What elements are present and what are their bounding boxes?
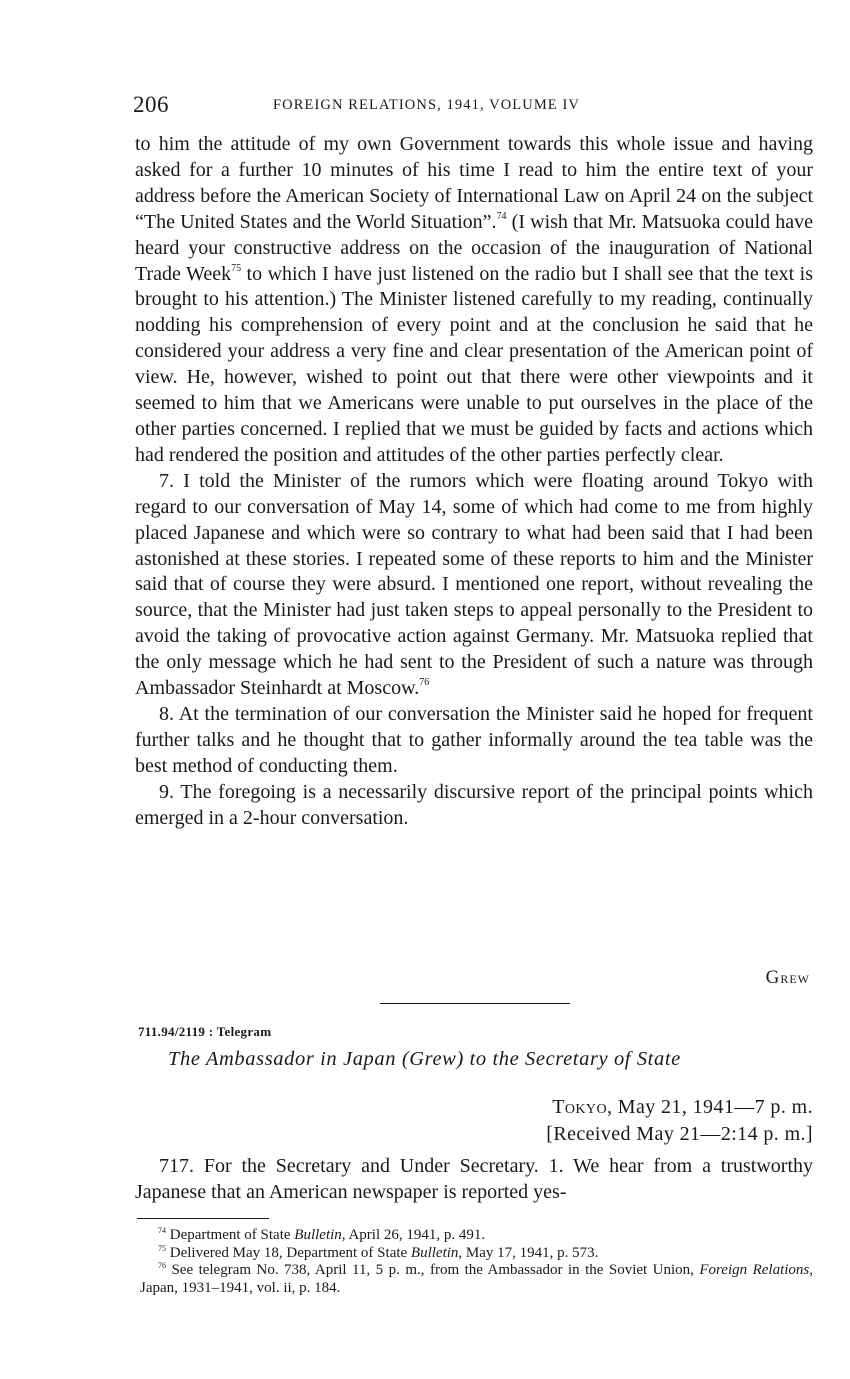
- paragraph-7: [135, 469, 813, 702]
- main-body-text: [135, 132, 813, 831]
- footnote-ref-75: 75: [231, 262, 242, 274]
- running-title: FOREIGN RELATIONS, 1941, VOLUME IV: [273, 97, 580, 113]
- footnote-text: See telegram No. 738, April 11, 5 p. m., from the Ambassador in the Soviet Union,: [166, 1262, 700, 1278]
- continuation-text-1: to him the attitude of my own Government towards this whole issue and having asked for a further 10 minutes of his time I read to him the entire text of your address before the American Society of International Law on April 24 on the subject “The United States and the World Situation”.: [135, 133, 813, 233]
- footnote-marker: 76: [158, 1261, 166, 1270]
- footnote-ref-76: 76: [419, 677, 430, 689]
- continuation-paragraph: [135, 132, 813, 469]
- footnote-italic: Foreign Relations: [699, 1262, 810, 1278]
- paragraph-7-text: 7. I told the Minister of the rumors which were floating around Tokyo with regard to our conversation of May 14, some of which had come to me from highly placed Japanese and which were so contrary to what had been said that I had been astonished at these stories. I repeated some of these reports to him and the Minister said that of course they were absurd. I mentioned one report, without revealing the source, that the Minister had just taken steps to appeal personally to the President to avoid the taking of provocative action against Germany. Mr. Matsuoka replied that the only message which he had sent to the President of such a nature was through Ambassador Steinhardt at Moscow.: [135, 469, 813, 700]
- signature-rest: rew: [780, 968, 810, 987]
- footnote-74: [140, 1227, 813, 1245]
- paragraph-9: 9. The foregoing is a necessarily discursive report of the principal points which emerged in a 2-hour conversation.: [135, 780, 813, 829]
- footnote-text: , May 17, 1941, p. 573.: [458, 1244, 599, 1261]
- footnote-italic: Bulletin: [410, 1244, 459, 1261]
- footnote-text: , Japan, 1931–1941, vol. ii, p. 184.: [140, 1262, 813, 1296]
- footnote-text: Delivered May 18, Department of State: [166, 1244, 411, 1261]
- footnote-marker: 75: [158, 1243, 166, 1253]
- dateline-place: Tokyo: [552, 1096, 607, 1118]
- paragraph-8: 8. At the termination of our conversation the Minister said he hoped for frequent further talks and he thought that to gather informally around the tea table was the best method of conducting them.: [135, 702, 813, 777]
- continuation-text-3: to which I have just listened on the radio but I shall see that the text is brought to his attention.) The Minister listened carefully to my reading, continually nodding his comprehension of every point and at the conclusion he said that he considered your address a very fine and clear presentation of the American point of view. He, however, wished to point out that there were other viewpoints and it seemed to him that we Americans were unable to put ourselves in the place of the other parties concerned. I replied that we must be guided by facts and actions which had rendered the position and attitudes of the other parties perfectly clear.: [135, 262, 813, 466]
- footnote-marker: 74: [158, 1226, 166, 1235]
- footnote-text: Department of State: [166, 1227, 295, 1243]
- received-line: [Received May 21—2:14 p. m.]: [546, 1123, 813, 1145]
- footnote-text: , April 26, 1941, p. 491.: [341, 1227, 486, 1243]
- document-title: The Ambassador in Japan (Grew) to the Secretary of State: [168, 1048, 681, 1070]
- telegram-body: [135, 1154, 813, 1206]
- page-number: 206: [133, 92, 169, 117]
- running-header: [133, 92, 813, 118]
- dateline: [552, 1096, 813, 1119]
- footnote-italic: Bulletin: [294, 1227, 342, 1243]
- continuation-text-2: (I wish that Mr. Matsuoka could have heard your constructive address on the occasion of the inauguration of National Trade Week: [135, 210, 813, 285]
- footnotes: [140, 1227, 813, 1297]
- signature-initial: G: [765, 967, 781, 988]
- footnote-ref-74: 74: [496, 210, 507, 222]
- footnote-76: [140, 1262, 813, 1297]
- footnote-75: [140, 1245, 813, 1263]
- file-number: 711.94/2119 : Telegram: [138, 1024, 272, 1039]
- section-divider: [380, 1003, 570, 1004]
- signature: [766, 967, 810, 989]
- dateline-date: , May 21, 1941—7 p. m.: [606, 1096, 813, 1118]
- footnote-divider: [137, 1218, 269, 1219]
- telegram-opening: 717. For the Secretary and Under Secretary. 1. We hear from a trustworthy Japanese that an American newspaper is reported yes-: [135, 1155, 813, 1203]
